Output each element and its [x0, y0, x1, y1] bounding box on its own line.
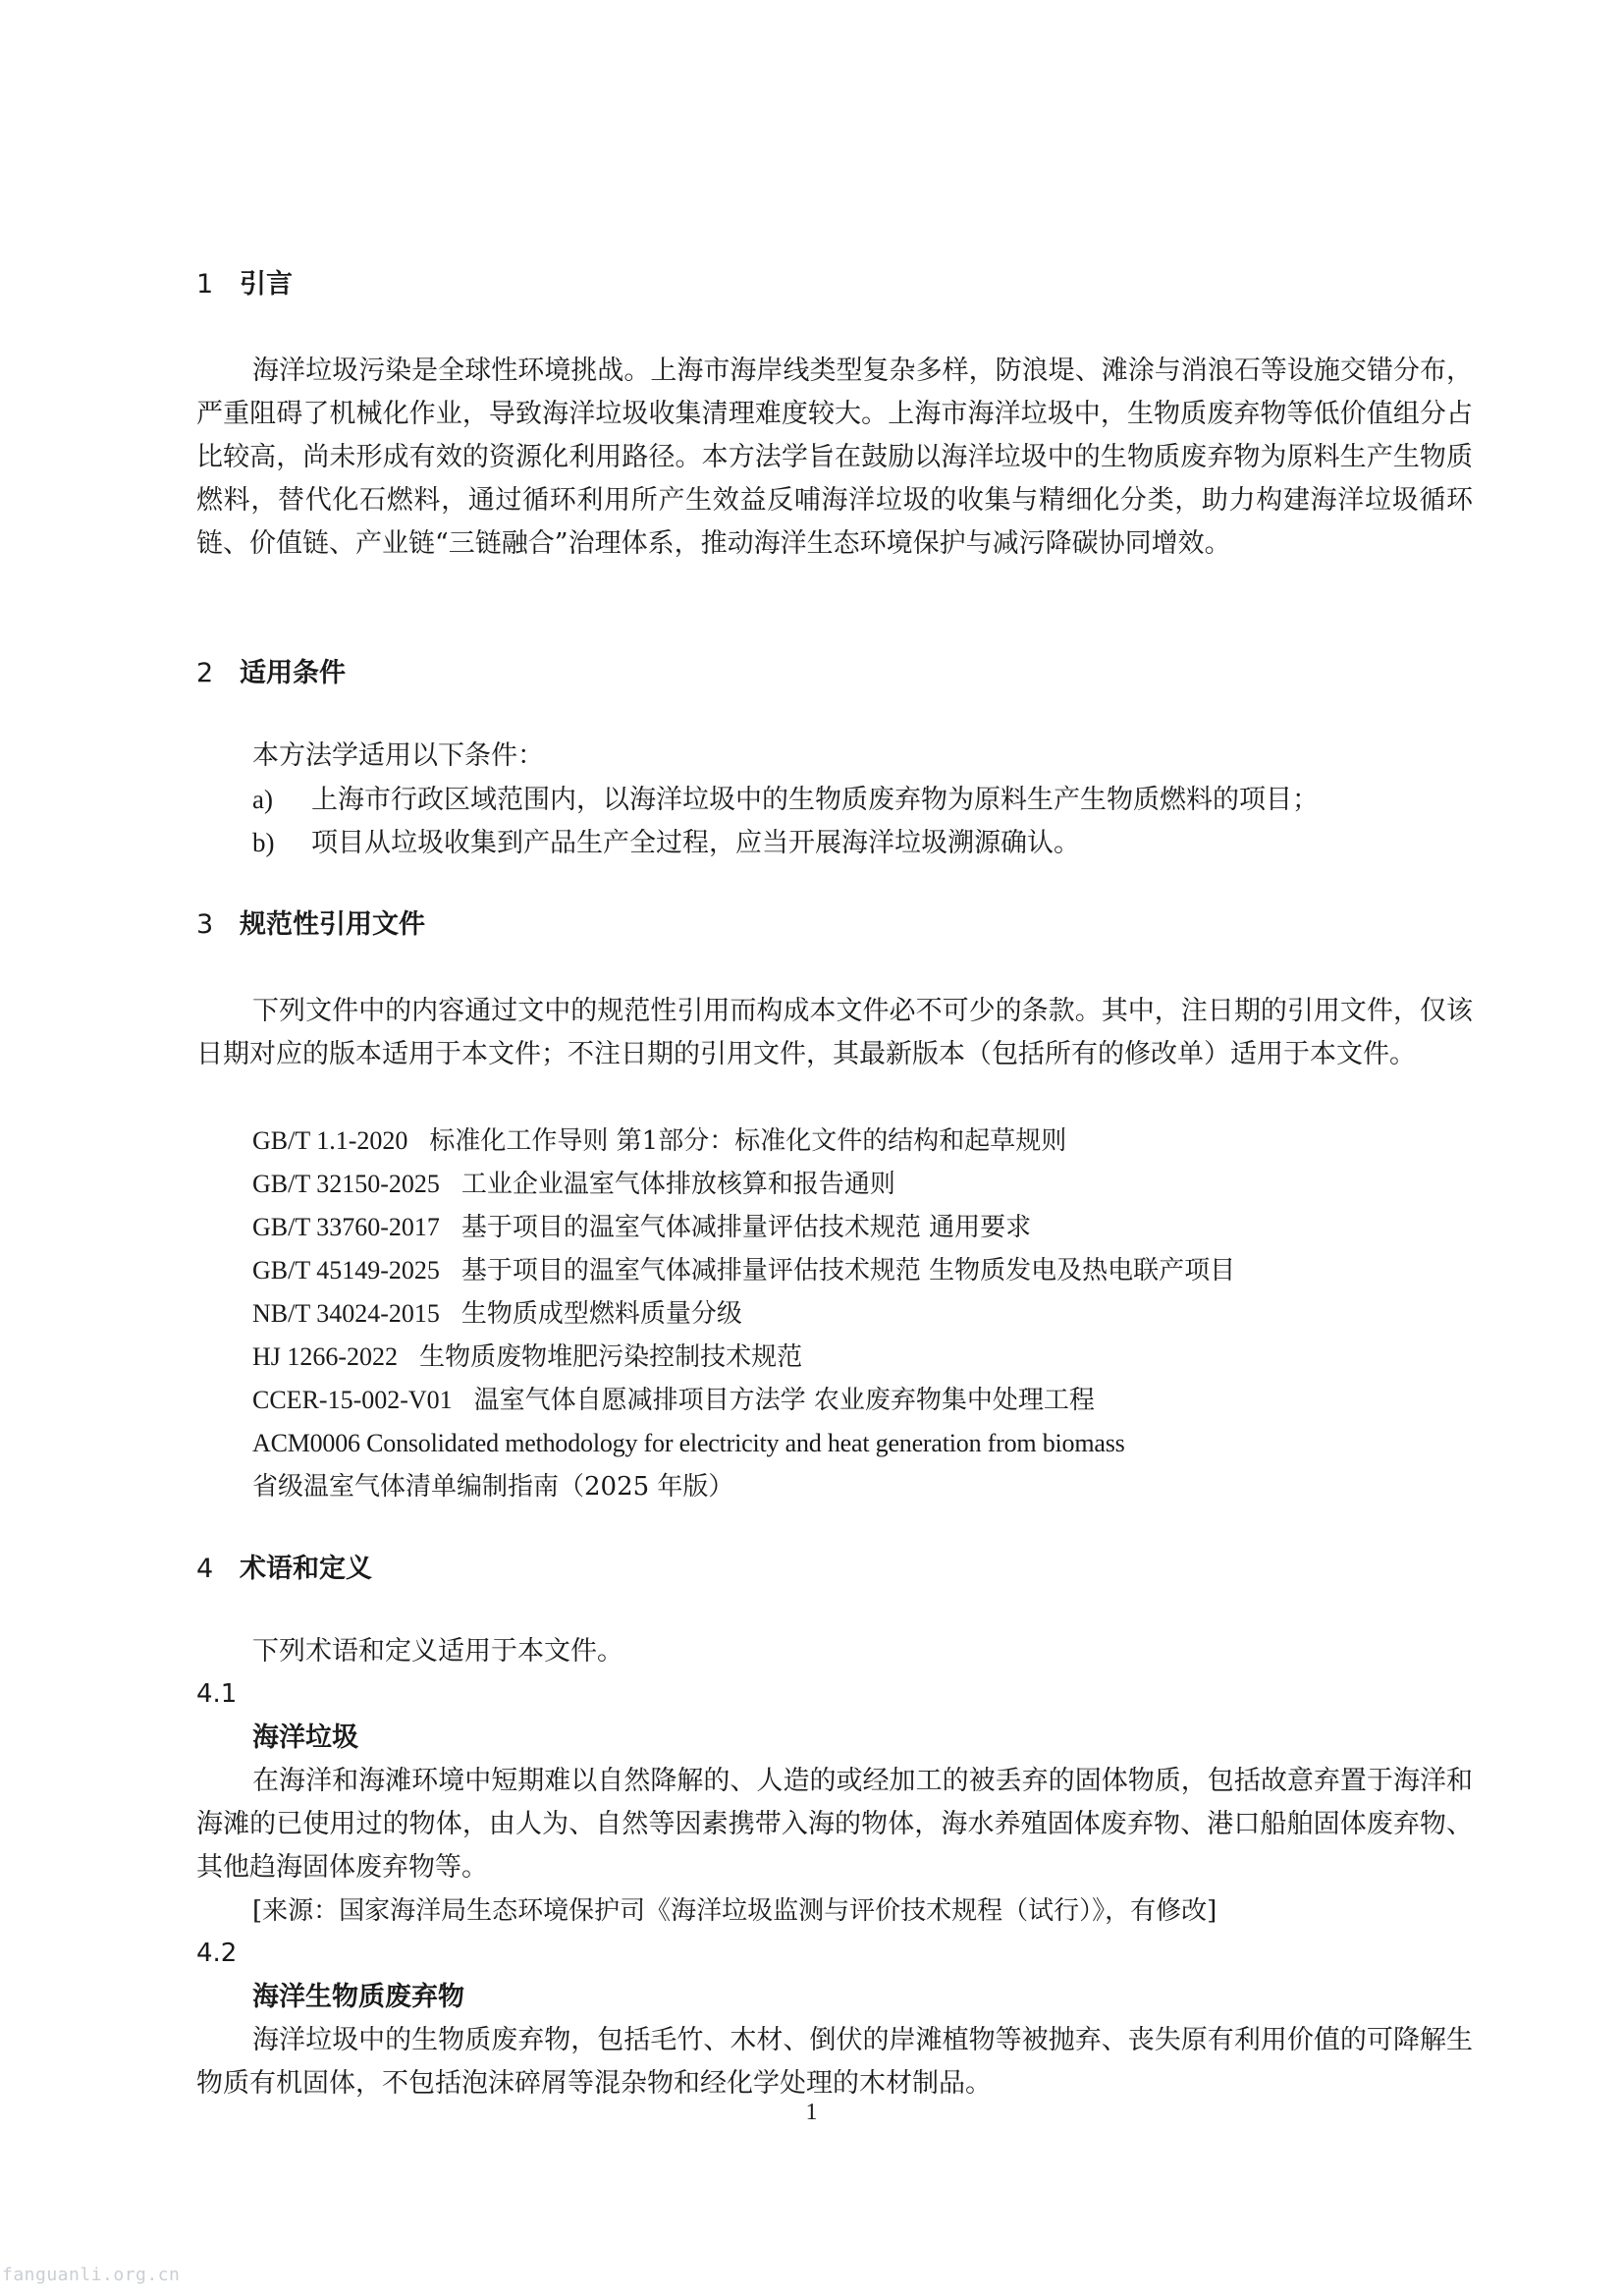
- applicability-lead: 本方法学适用以下条件：: [252, 740, 544, 771]
- reference-item: [252, 1167, 895, 1202]
- term-definition-text: 海洋垃圾中的生物质废弃物，包括毛竹、木材、倒伏的岸滩植物等被抛弃、丧失原有利用价值的可降解生物质有机固体，不包括泡沫碎屑等混杂物和经化学处理的木材制品。: [196, 2025, 1473, 2099]
- term-source: [来源：国家海洋局生态环境保护司《海洋垃圾监测与评价技术规程（试行）》，有修改]: [252, 1896, 1217, 1926]
- reference-code: GB/T 1.1-2020: [252, 1126, 408, 1155]
- term-number: 4.1: [196, 1679, 238, 1709]
- reference-title: 工业企业温室气体排放核算和报告通则: [460, 1170, 895, 1199]
- list-item: [252, 782, 1319, 818]
- reference-code: GB/T 32150-2025: [252, 1170, 440, 1198]
- reference-code: GB/T 45149-2025: [252, 1256, 440, 1285]
- introduction-paragraph: [196, 350, 1473, 566]
- reference-title: 基于项目的温室气体减排量评估技术规范 通用要求: [460, 1213, 1032, 1242]
- reference-title: 基于项目的温室气体减排量评估技术规范 生物质发电及热电联产项目: [460, 1256, 1236, 1285]
- list-marker: b): [252, 828, 275, 857]
- list-item-text: 上海市行政区域范围内，以海洋垃圾中的生物质废弃物为原料生产生物质燃料的项目；: [311, 785, 1319, 815]
- reference-item: [252, 1123, 1066, 1159]
- section-title: 规范性引用文件: [240, 909, 425, 940]
- reference-item: [252, 1253, 1235, 1288]
- section-number: 2: [196, 658, 214, 688]
- references-text: 下列文件中的内容通过文中的规范性引用而构成本文件必不可少的条款。其中，注日期的引用文件，仅该日期对应的版本适用于本文件；不注日期的引用文件，其最新版本（包括所有的修改单）适用于本文件。: [196, 996, 1473, 1069]
- section-title: 引言: [240, 269, 293, 300]
- reference-code: CCER-15-002-V01: [252, 1386, 453, 1414]
- reference-item-acm0006: ACM0006 Consolidated methodology for electricity and heat generation from biomass: [252, 1429, 1125, 1457]
- reference-item-provincial-guide: 省级温室气体清单编制指南（2025 年版）: [252, 1472, 734, 1502]
- term-number: 4.2: [196, 1939, 238, 1968]
- section-heading-normative-references: [196, 907, 425, 943]
- section-heading-introduction: [196, 267, 293, 302]
- reference-title: 生物质废物堆肥污染控制技术规范: [419, 1342, 803, 1372]
- section-number: 1: [196, 269, 214, 300]
- section-heading-applicability: [196, 656, 346, 691]
- reference-title: 生物质成型燃料质量分级: [460, 1299, 742, 1329]
- reference-item: [252, 1296, 742, 1332]
- term-title: 海洋生物质废弃物: [252, 1982, 464, 2012]
- reference-title: 温室气体自愿减排项目方法学 农业废弃物集中处理工程: [473, 1386, 1095, 1415]
- term-title: 海洋垃圾: [252, 1722, 358, 1753]
- reference-item: [252, 1210, 1031, 1245]
- list-item: [252, 825, 1080, 861]
- section-number: 3: [196, 909, 214, 940]
- section-number: 4: [196, 1554, 214, 1584]
- list-marker: a): [252, 785, 273, 814]
- term-definition-text: 在海洋和海滩环境中短期难以自然降解的、人造的或经加工的被丢弃的固体物质，包括故意弃置于海洋和海滩的已使用过的物体，由人为、自然等因素携带入海的物体，海水养殖固体废弃物、港口船舶固体废弃物、其他趋海固体废弃物等。: [196, 1766, 1473, 1883]
- watermark: fanguanli.org.cn: [2, 2265, 181, 2285]
- terms-lead: 下列术语和定义适用于本文件。: [252, 1636, 623, 1667]
- reference-code: GB/T 33760-2017: [252, 1213, 440, 1241]
- reference-code: HJ 1266-2022: [252, 1342, 399, 1371]
- section-title: 适用条件: [240, 658, 346, 688]
- reference-item: [252, 1339, 802, 1375]
- page-number: 1: [805, 2100, 818, 2125]
- reference-item: [252, 1383, 1095, 1418]
- term-definition: [196, 1760, 1473, 1889]
- introduction-text: 海洋垃圾污染是全球性环境挑战。上海市海岸线类型复杂多样，防浪堤、滩涂与消浪石等设施交错分布，严重阻碍了机械化作业，导致海洋垃圾收集清理难度较大。上海市海洋垃圾中，生物质废弃物等低价值组分占比较高，尚未形成有效的资源化利用路径。本方法学旨在鼓励以海洋垃圾中的生物质废弃物为原料生产生物质燃料，替代化石燃料，通过循环利用所产生效益反哺海洋垃圾的收集与精细化分类，助力构建海洋垃圾循环链、价值链、产业链“三链融合”治理体系，推动海洋生态环境保护与减污降碳协同增效。: [196, 355, 1473, 559]
- section-heading-terms-definitions: [196, 1552, 372, 1587]
- reference-title: 标准化工作导则 第1部分：标准化文件的结构和起草规则: [429, 1126, 1067, 1156]
- term-definition: [196, 2019, 1473, 2105]
- section-title: 术语和定义: [240, 1554, 372, 1584]
- references-paragraph: [196, 990, 1473, 1076]
- reference-code: NB/T 34024-2015: [252, 1299, 440, 1328]
- list-item-text: 项目从垃圾收集到产品生产全过程，应当开展海洋垃圾溯源确认。: [311, 828, 1080, 858]
